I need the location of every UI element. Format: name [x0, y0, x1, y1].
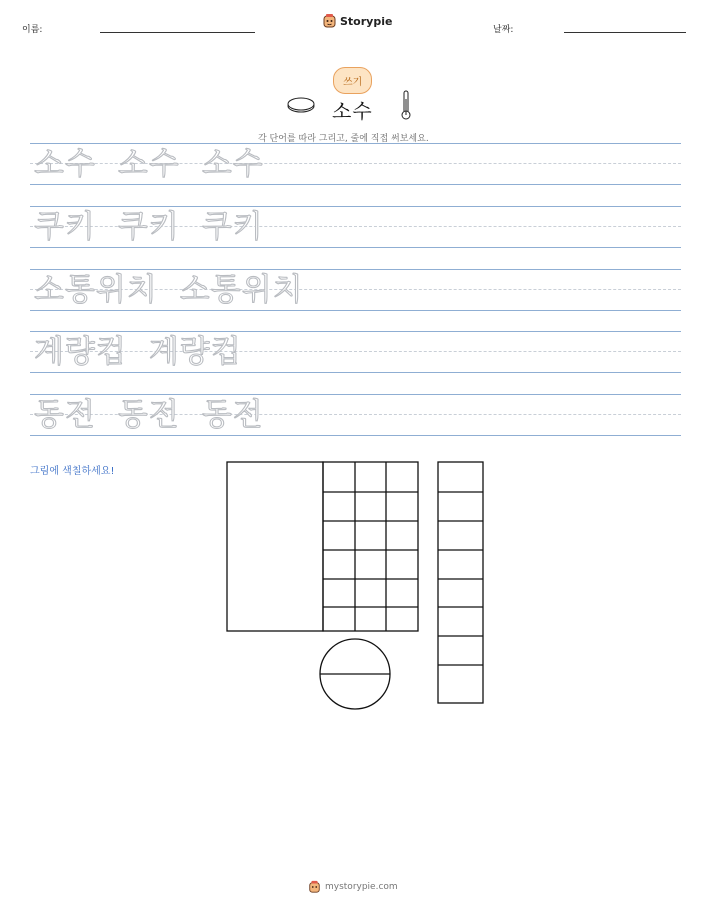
page-title: 소수	[332, 99, 373, 123]
footer	[308, 880, 398, 894]
trace-word[interactable]: 동전	[201, 397, 264, 433]
trace-word[interactable]: 동전	[117, 397, 180, 433]
decimal-column	[438, 462, 483, 703]
practice-row	[30, 206, 681, 248]
trace-word[interactable]: 동전	[34, 397, 96, 433]
trace-word[interactable]: 계량컵	[148, 334, 242, 370]
trace-word[interactable]: 소통위치	[179, 272, 304, 308]
instruction-text: 각 단어를 따라 그리고, 줄에 직접 써보세요.	[258, 134, 429, 144]
coloring-picture[interactable]	[220, 455, 495, 715]
date-label: 날짜:	[493, 25, 514, 35]
trace-word[interactable]: 소수	[201, 146, 264, 182]
brand-logo	[322, 13, 392, 29]
storypie-mascot-icon	[322, 13, 337, 29]
trace-word[interactable]: 소수	[34, 146, 96, 182]
trace-word[interactable]: 소수	[117, 146, 180, 182]
trace-word[interactable]: 소통위치	[34, 272, 158, 308]
thermometer-icon	[399, 89, 413, 121]
name-field-line[interactable]	[100, 32, 255, 33]
name-label: 이름:	[22, 25, 43, 35]
brand-name: Storypie	[340, 14, 393, 28]
practice-row	[30, 143, 681, 185]
practice-row	[30, 394, 681, 436]
trace-word[interactable]: 계량컵	[34, 334, 127, 370]
decimal-grid	[323, 462, 418, 631]
footer-site[interactable]: mystorypie.com	[325, 882, 398, 892]
storypie-mascot-icon	[308, 880, 321, 894]
trace-word[interactable]: 쿠키	[117, 209, 180, 245]
decimal-big-square	[227, 462, 323, 631]
practice-row	[30, 269, 681, 311]
trace-word[interactable]: 쿠키	[34, 209, 96, 245]
trace-word[interactable]: 쿠키	[201, 209, 264, 245]
writing-badge: 쓰기	[333, 67, 372, 94]
coin-icon	[286, 95, 316, 115]
practice-row	[30, 331, 681, 373]
coloring-label: 그림에 색칠하세요!	[30, 466, 115, 477]
date-field-line[interactable]	[564, 32, 686, 33]
